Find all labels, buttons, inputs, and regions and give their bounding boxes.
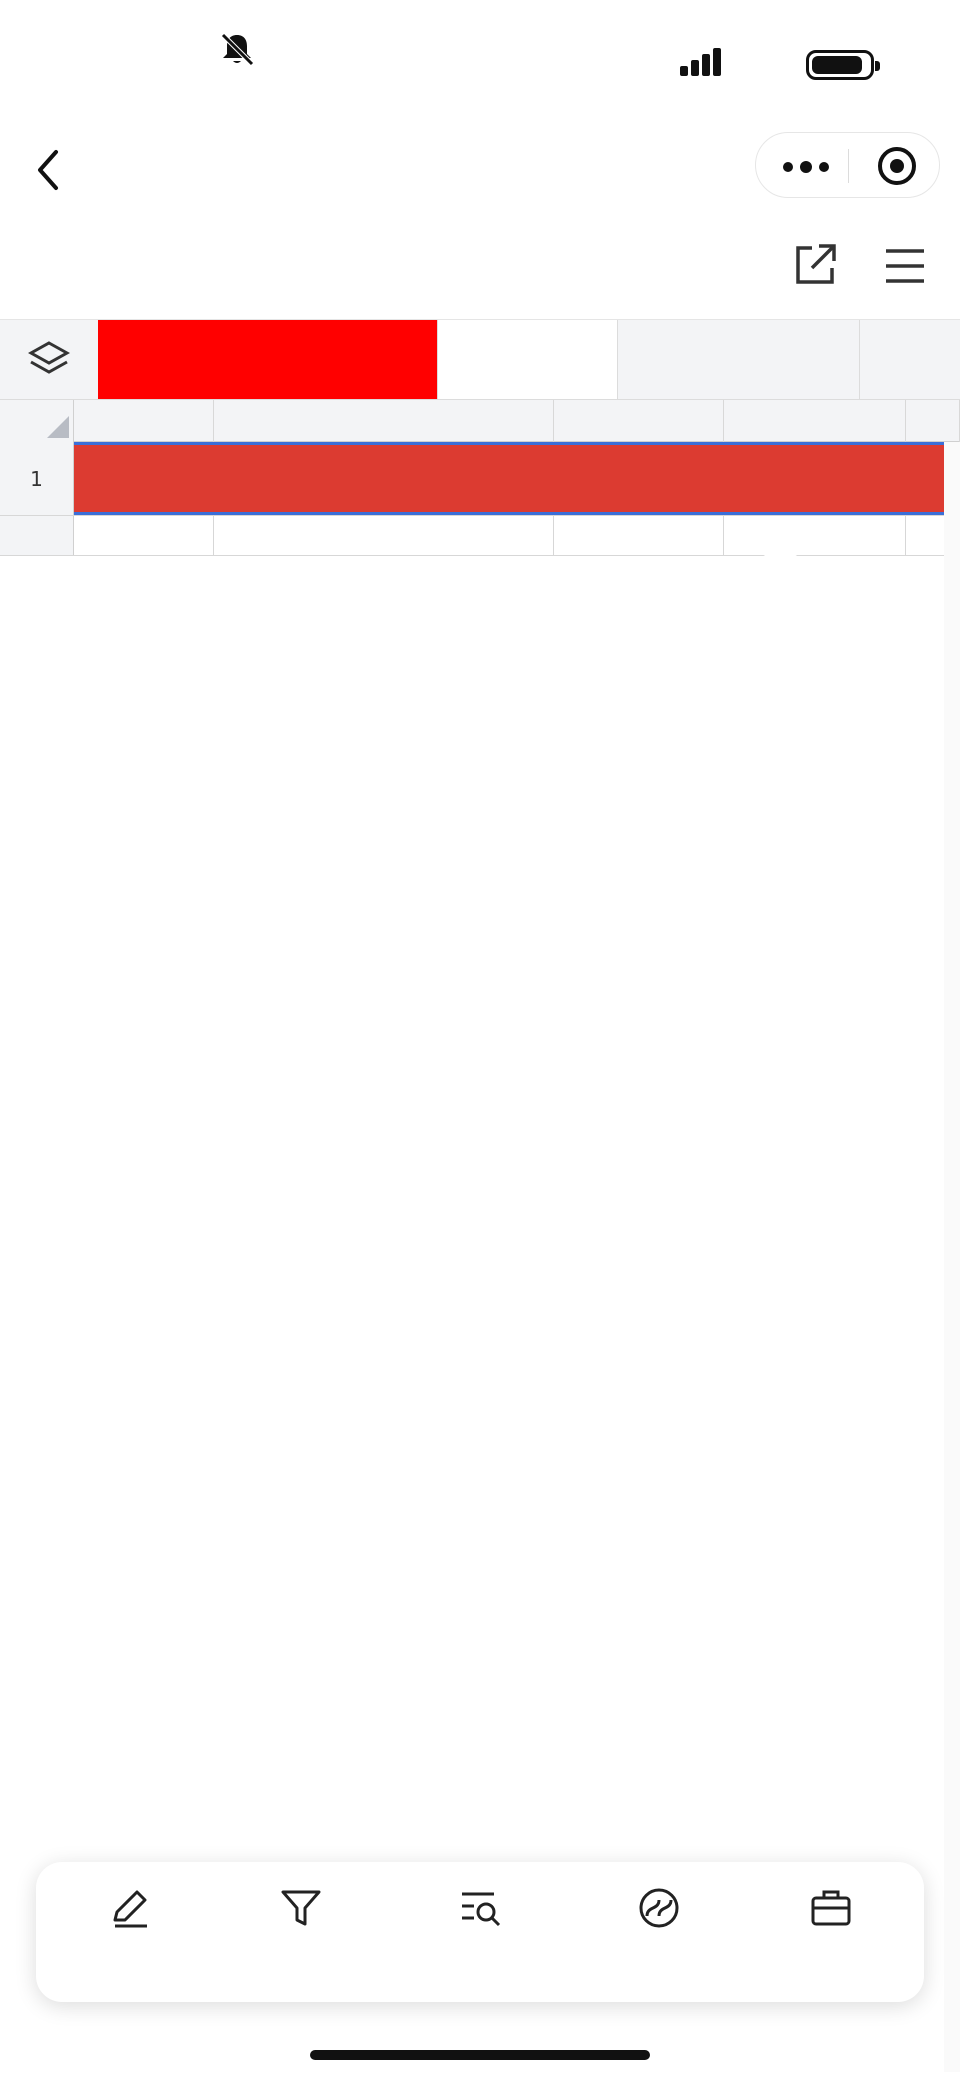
doc-toolbar	[0, 220, 960, 320]
battery-icon	[806, 50, 874, 80]
table-header-row	[0, 516, 960, 556]
row-number[interactable]: 1	[0, 442, 74, 515]
bottom-toolbar	[36, 1862, 924, 2002]
column-header-e[interactable]	[906, 400, 960, 442]
row-number[interactable]	[0, 516, 74, 555]
column-header-c[interactable]	[554, 400, 724, 442]
sheet-tabs	[0, 320, 960, 400]
tab-return-tickets[interactable]	[618, 320, 860, 400]
toolbox-icon	[809, 1886, 853, 1930]
menu-icon[interactable]	[884, 246, 926, 286]
vertical-scrollbar[interactable]	[944, 442, 960, 2072]
nav-bar	[0, 120, 960, 220]
column-header-bar	[0, 400, 960, 442]
more-icon[interactable]	[782, 161, 830, 173]
pencil-icon	[107, 1886, 151, 1930]
ai-icon	[637, 1886, 681, 1930]
filter-button[interactable]	[216, 1862, 386, 2002]
tab-missing-info[interactable]	[438, 320, 618, 400]
ai-qa-button[interactable]	[574, 1862, 744, 2002]
banner-cell[interactable]	[74, 442, 944, 515]
edit-button[interactable]	[44, 1862, 214, 2002]
header-cell-number[interactable]	[74, 516, 214, 555]
header-cell-region[interactable]	[554, 516, 724, 555]
find-replace-button[interactable]	[395, 1862, 565, 2002]
column-header-d[interactable]	[724, 400, 906, 442]
back-arrow-icon[interactable]	[32, 148, 66, 192]
column-header-a[interactable]	[74, 400, 214, 442]
signal-icon	[680, 48, 732, 76]
tools-button[interactable]	[746, 1862, 916, 2002]
header-cell-name[interactable]	[724, 516, 906, 555]
find-replace-icon	[458, 1886, 502, 1930]
filter-icon	[279, 1886, 323, 1930]
tab-identify[interactable]	[98, 320, 438, 400]
tab-return-more[interactable]	[860, 320, 960, 400]
column-header-b[interactable]	[214, 400, 554, 442]
privacy-smear	[747, 1614, 847, 1706]
layers-icon	[28, 340, 70, 380]
select-all-corner[interactable]	[0, 400, 74, 442]
table-row	[0, 442, 960, 516]
spreadsheet-grid[interactable]	[0, 400, 960, 2080]
sheet-list-button[interactable]	[0, 320, 98, 400]
home-indicator	[310, 2050, 650, 2060]
header-cell-time[interactable]	[214, 516, 554, 555]
status-bar	[0, 0, 960, 120]
bell-muted-icon	[218, 30, 256, 68]
share-icon[interactable]	[792, 242, 838, 288]
close-miniprogram-icon[interactable]	[878, 147, 916, 185]
miniprogram-capsule	[755, 132, 940, 198]
